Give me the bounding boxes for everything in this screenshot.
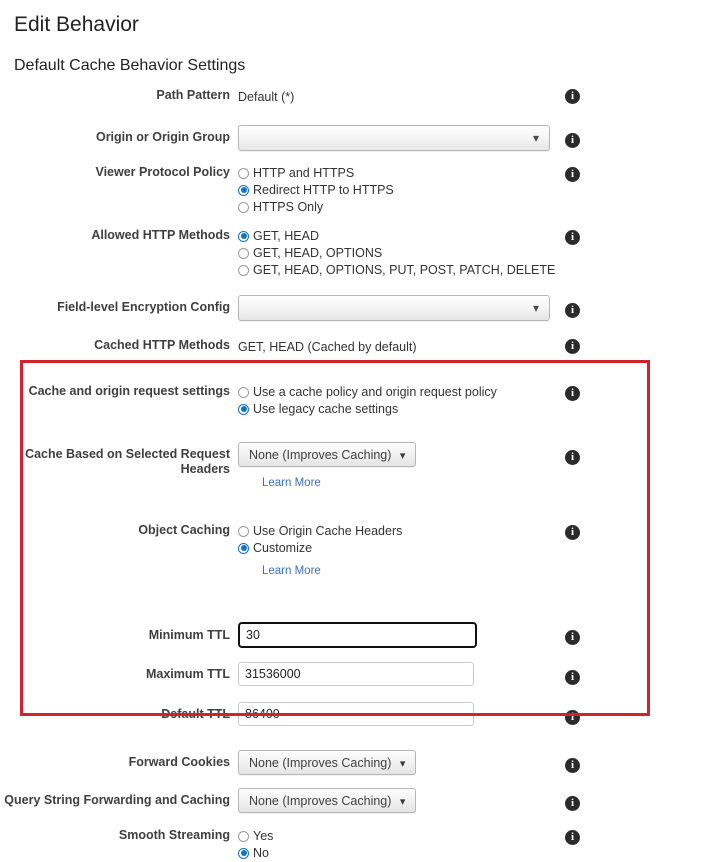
radio-label: HTTPS Only — [253, 200, 324, 214]
control-smooth-streaming — [230, 828, 723, 862]
forward-cookies-select[interactable] — [238, 750, 416, 775]
minimum-ttl-input[interactable] — [238, 622, 477, 648]
chevron-down-icon: ▾ — [399, 796, 406, 808]
radio-icon[interactable] — [238, 265, 249, 276]
radio-option-redirect-http-to-https[interactable] — [238, 182, 723, 198]
info-col-smooth-streaming — [565, 827, 580, 845]
info-col-path-pattern — [565, 86, 580, 104]
radio-icon[interactable] — [238, 387, 249, 398]
info-col-cache-and-origin-request-settings — [565, 383, 580, 401]
page-title: Edit Behavior — [14, 13, 139, 36]
info-icon[interactable]: i — [565, 758, 580, 773]
info-col-cached-http-methods — [565, 336, 580, 354]
edit-behavior-form — [0, 88, 723, 862]
label-path-pattern: Path Pattern — [156, 88, 230, 102]
info-icon[interactable]: i — [565, 670, 580, 685]
chevron-down-icon: ▾ — [399, 758, 406, 770]
control-object-caching — [230, 523, 723, 579]
info-col-allowed-http-methods — [565, 227, 580, 245]
label-minimum-ttl: Minimum TTL — [148, 628, 230, 642]
radio-icon[interactable] — [238, 231, 249, 242]
row-cache-based-on-selected-request-headers — [0, 442, 723, 491]
origin-or-origin-group-select[interactable] — [238, 125, 550, 151]
info-icon[interactable]: i — [565, 167, 580, 182]
info-col-object-caching — [565, 522, 580, 540]
info-col-query-string-forwarding-and-caching — [565, 793, 580, 811]
default-ttl-input[interactable] — [238, 702, 474, 726]
row-object-caching — [0, 523, 723, 579]
maximum-ttl-input[interactable] — [238, 662, 474, 686]
label-smooth-streaming: Smooth Streaming — [118, 828, 230, 842]
info-icon[interactable]: i — [565, 830, 580, 845]
radio-icon[interactable] — [238, 185, 249, 196]
radio-icon[interactable] — [238, 248, 249, 259]
control-maximum-ttl — [230, 662, 723, 686]
cache-based-on-selected-request-headers-select[interactable] — [238, 442, 416, 467]
label-cached-http-methods: Cached HTTP Methods — [94, 338, 230, 352]
radio-label: Use Origin Cache Headers — [253, 524, 403, 538]
radio-label: GET, HEAD — [253, 229, 319, 243]
cache-based-on-selected-request-headers-value: None (Improves Caching) — [249, 448, 392, 462]
control-cache-based-on-selected-request-headers — [230, 442, 723, 491]
label-query-string-forwarding-and-caching: Query String Forwarding and Caching — [4, 793, 230, 807]
object-caching-radio-group — [238, 523, 723, 556]
control-default-ttl — [230, 702, 723, 726]
control-query-string-forwarding-and-caching — [230, 788, 723, 813]
radio-option-use-origin-cache-headers[interactable] — [238, 523, 723, 539]
info-col-field-level-encryption-config — [565, 300, 580, 318]
info-col-default-ttl — [565, 707, 580, 725]
row-default-ttl — [0, 702, 723, 726]
row-allowed-http-methods — [0, 228, 723, 279]
label-default-ttl: Default TTL — [161, 707, 230, 721]
control-cache-and-origin-request-settings — [230, 384, 723, 418]
forward-cookies-value: None (Improves Caching) — [249, 756, 392, 770]
label-cache-based-on-selected-request-headers: Cache Based on Selected Request Headers — [25, 447, 230, 476]
radio-option-yes[interactable] — [238, 828, 723, 844]
radio-label: Customize — [253, 541, 313, 555]
radio-option-no[interactable] — [238, 845, 723, 861]
radio-option-use-cache-policy[interactable] — [238, 384, 723, 400]
info-icon[interactable]: i — [565, 339, 580, 354]
info-icon[interactable]: i — [565, 796, 580, 811]
info-col-maximum-ttl — [565, 667, 580, 685]
info-icon[interactable]: i — [565, 89, 580, 104]
smooth-streaming-radio-group — [238, 828, 723, 861]
row-cached-http-methods — [0, 338, 723, 360]
radio-option-use-legacy-cache-settings[interactable] — [238, 401, 723, 417]
row-smooth-streaming — [0, 828, 723, 862]
info-col-viewer-protocol-policy — [565, 164, 580, 182]
radio-option-get-head-options-put-post-patch-delete[interactable] — [238, 262, 723, 278]
radio-label: GET, HEAD, OPTIONS — [253, 246, 383, 260]
info-icon[interactable]: i — [565, 133, 580, 148]
chevron-down-icon: ▾ — [532, 131, 539, 145]
radio-label: GET, HEAD, OPTIONS, PUT, POST, PATCH, DELETE — [253, 263, 556, 277]
control-cached-http-methods — [230, 338, 723, 356]
value-cached-http-methods: GET, HEAD (Cached by default) — [238, 340, 417, 354]
radio-label: Use a cache policy and origin request policy — [253, 385, 497, 399]
chevron-down-icon: ▾ — [532, 301, 539, 315]
info-icon[interactable]: i — [565, 710, 580, 725]
radio-icon[interactable] — [238, 202, 249, 213]
control-viewer-protocol-policy — [230, 165, 723, 216]
query-string-forwarding-and-caching-select[interactable] — [238, 788, 416, 813]
info-icon[interactable]: i — [565, 450, 580, 465]
control-allowed-http-methods — [230, 228, 723, 279]
section-title: Default Cache Behavior Settings — [14, 57, 246, 74]
radio-icon[interactable] — [238, 848, 249, 859]
row-field-level-encryption-config — [0, 295, 723, 321]
radio-icon[interactable] — [238, 404, 249, 415]
info-icon[interactable]: i — [565, 230, 580, 245]
control-forward-cookies — [230, 750, 723, 775]
label-allowed-http-methods: Allowed HTTP Methods — [91, 228, 230, 242]
radio-label: HTTP and HTTPS — [253, 166, 355, 180]
row-viewer-protocol-policy — [0, 165, 723, 216]
radio-icon[interactable] — [238, 526, 249, 537]
row-maximum-ttl — [0, 662, 723, 686]
control-field-level-encryption-config — [230, 295, 723, 321]
row-forward-cookies — [0, 750, 723, 775]
control-origin-or-origin-group — [230, 125, 723, 151]
info-icon[interactable]: i — [565, 630, 580, 645]
label-object-caching: Object Caching — [138, 523, 230, 537]
radio-label: Yes — [253, 829, 274, 843]
row-path-pattern — [0, 88, 723, 110]
info-col-origin-or-origin-group — [565, 130, 580, 148]
radio-option-http-and-https[interactable] — [238, 165, 723, 181]
info-col-minimum-ttl — [565, 627, 580, 645]
radio-label: Redirect HTTP to HTTPS — [253, 183, 394, 197]
control-minimum-ttl — [230, 622, 723, 648]
label-forward-cookies: Forward Cookies — [128, 755, 230, 769]
radio-icon[interactable] — [238, 168, 249, 179]
learn-more-link-request-headers[interactable]: Learn More — [262, 477, 321, 489]
field-level-encryption-config-select[interactable] — [238, 295, 550, 321]
learn-more-link-object-caching[interactable]: Learn More — [262, 565, 321, 577]
label-viewer-protocol-policy: Viewer Protocol Policy — [95, 165, 230, 179]
radio-label: Use legacy cache settings — [253, 402, 399, 416]
info-col-cache-based-on-selected-request-headers — [565, 447, 580, 465]
label-cache-and-origin-request-settings: Cache and origin request settings — [28, 384, 230, 398]
label-field-level-encryption-config: Field-level Encryption Config — [57, 300, 230, 314]
viewer-protocol-policy-radio-group — [238, 165, 723, 215]
row-minimum-ttl — [0, 622, 723, 648]
control-path-pattern — [230, 88, 723, 106]
info-icon[interactable]: i — [565, 525, 580, 540]
chevron-down-icon: ▾ — [399, 450, 406, 462]
value-path-pattern: Default (*) — [238, 90, 295, 104]
row-query-string-forwarding-and-caching — [0, 788, 723, 813]
radio-option-get-head-options[interactable] — [238, 245, 723, 261]
radio-icon[interactable] — [238, 543, 249, 554]
row-cache-and-origin-request-settings — [0, 384, 723, 418]
query-string-forwarding-and-caching-value: None (Improves Caching) — [249, 794, 392, 808]
label-origin-or-origin-group: Origin or Origin Group — [95, 130, 230, 144]
info-col-forward-cookies — [565, 755, 580, 773]
allowed-http-methods-radio-group — [238, 228, 723, 278]
radio-label: No — [253, 846, 269, 860]
label-maximum-ttl: Maximum TTL — [145, 667, 230, 681]
radio-icon[interactable] — [238, 831, 249, 842]
radio-option-customize[interactable] — [238, 540, 723, 556]
row-origin-or-origin-group — [0, 125, 723, 151]
radio-option-https-only[interactable] — [238, 199, 723, 215]
info-icon[interactable]: i — [565, 303, 580, 318]
cache-and-origin-request-settings-radio-group — [238, 384, 723, 417]
info-icon[interactable]: i — [565, 386, 580, 401]
radio-option-get-head[interactable] — [238, 228, 723, 244]
